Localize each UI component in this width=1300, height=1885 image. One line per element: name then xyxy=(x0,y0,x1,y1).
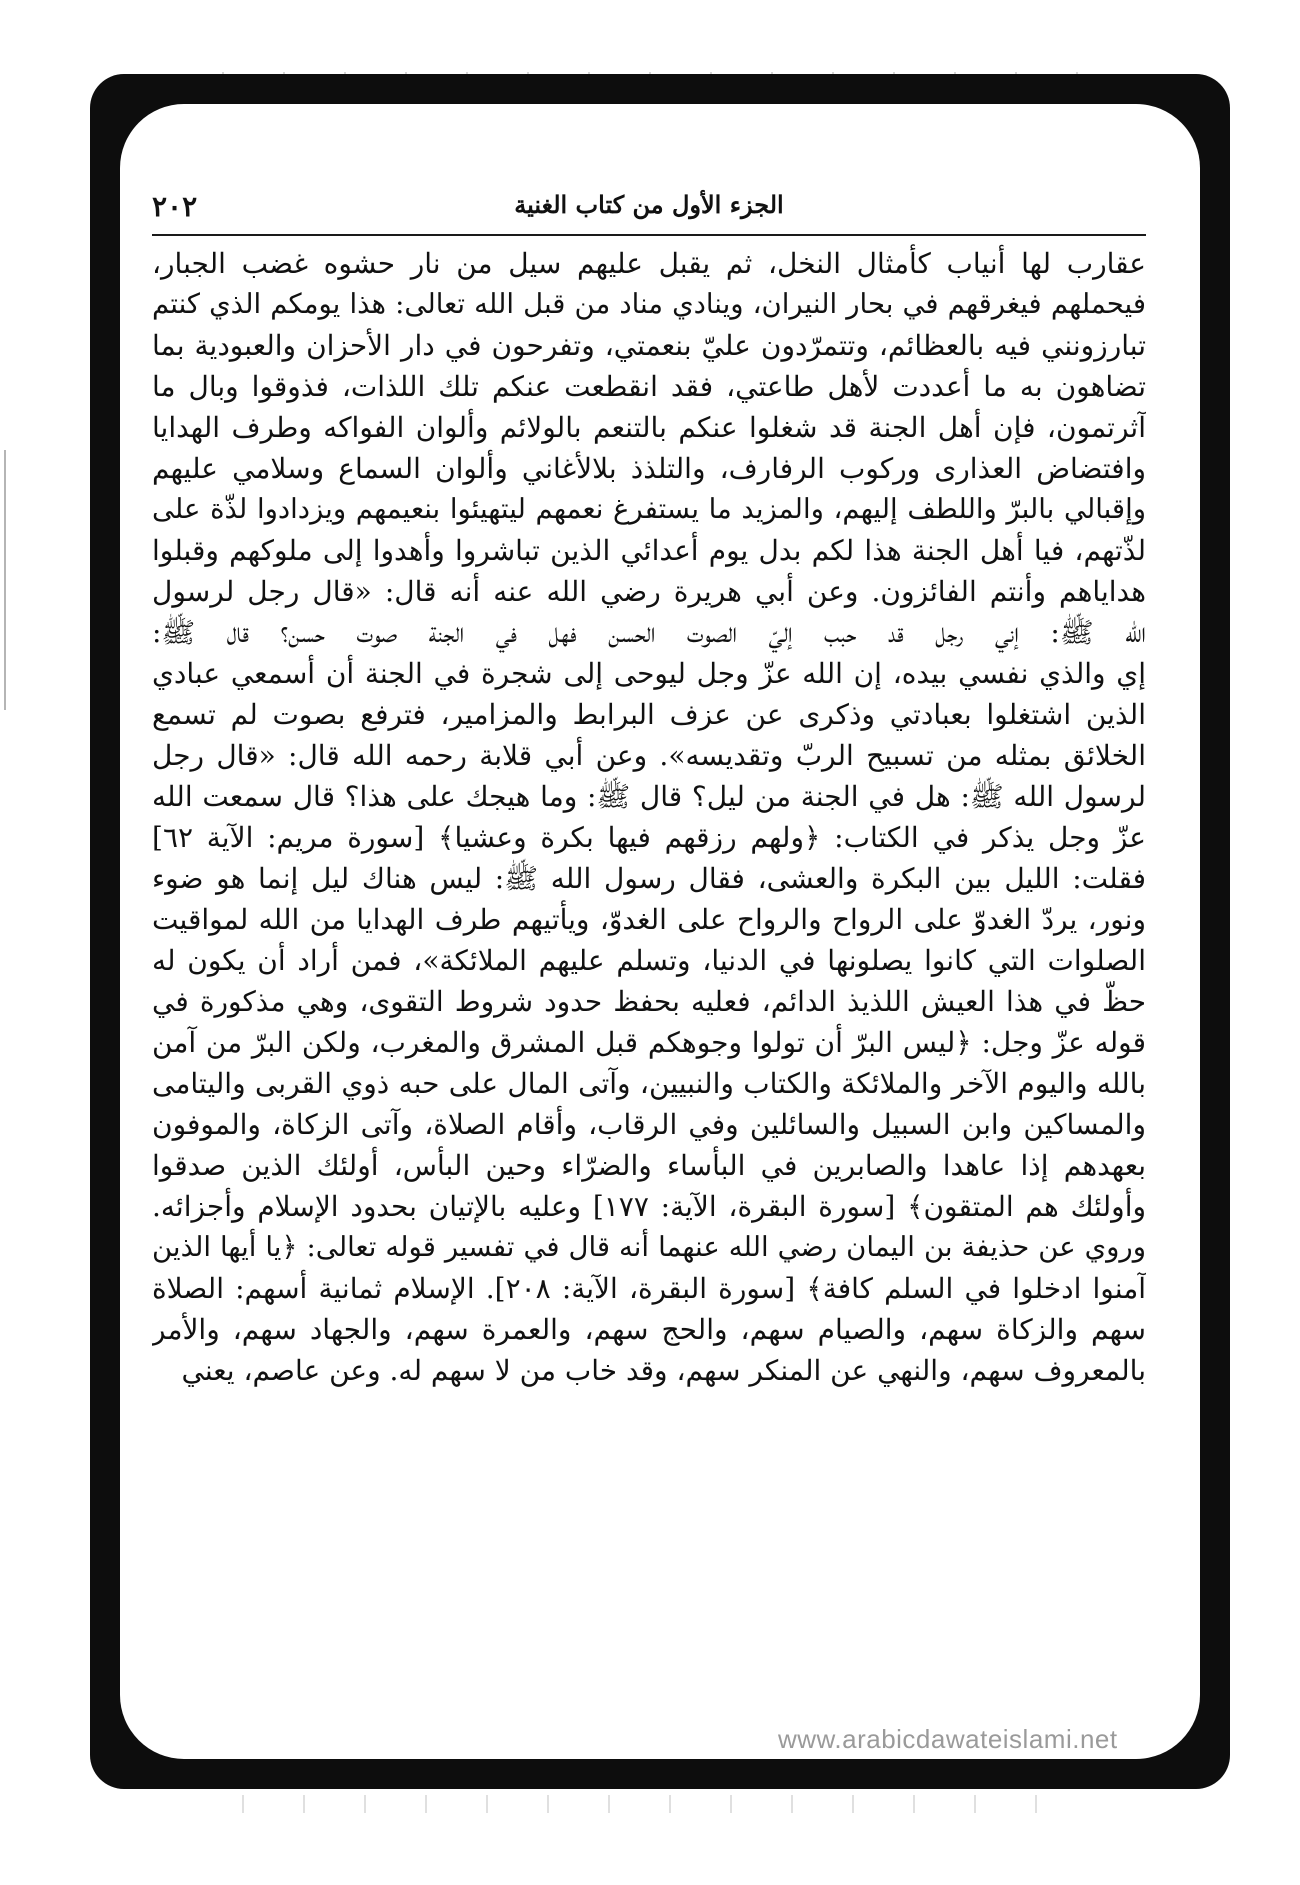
text-line: وافتضاض العذارى وركوب الرفارف، والتلذذ بلالأغاني وألوان السماع وسلامي عليهم xyxy=(152,452,1146,485)
page-header xyxy=(152,184,1146,236)
text-line: تبارزونني فيه بالعظائم، وتتمرّدون عليّ بنعمتي، وتفرحون في دار الأحزان والعبودية بما xyxy=(152,329,1146,362)
text-line: هداياهم وأنتم الفائزون. وعن أبي هريرة رضي الله عنه أنه قال: «قال رجل لرسول xyxy=(152,575,1146,608)
header-rule xyxy=(152,234,1146,236)
text-line: الذين اشتغلوا بعبادتي وذكرى عن عزف البرابط والمزامير، فترفع بصوت لم تسمع xyxy=(152,698,1146,731)
text-line: وإقبالي بالبرّ واللطف إليهم، والمزيد ما يستفرغ نعمهم ليتهيئوا بنعيمهم ويزدادوا لذّة على xyxy=(152,493,1146,525)
text-line: عزّ وجل يذكر في الكتاب: ﴿ولهم رزقهم فيها بكرة وعشيا﴾ [سورة مريم: الآية ٦٢] xyxy=(152,821,1146,854)
text-line: آثرتمون، فإن أهل الجنة قد شغلوا عنكم بالتنعم بالولائم وألوان الفواكه وطرف الهدايا xyxy=(152,411,1146,444)
text-line: لذّتهم، فيا أهل الجنة هذا لكم بدل يوم أعدائي الذين تباشروا وأهدوا إلى ملوكهم وقبلوا xyxy=(152,534,1146,567)
text-line: بالمعروف سهم، والنهي عن المنكر سهم، وقد خاب من لا سهم له. وعن عاصم، يعني xyxy=(181,1354,1146,1387)
text-line: سهم والزكاة سهم، والصيام سهم، والحج سهم، والعمرة سهم، والجهاد سهم، والأمر xyxy=(152,1313,1146,1346)
text-line: فقلت: الليل بين البكرة والعشى، فقال رسول الله ﷺ: ليس هناك ليل إنما هو ضوء xyxy=(152,862,1146,895)
text-line: الله ﷺ: إني رجل قد حبب إليّ الصوت الحسن فهل في الجنة صوت حسن؟ قال ﷺ: xyxy=(152,616,1146,649)
text-line: فيحملهم فيغرقهم في بحار النيران، وينادي مناد من قبل الله تعالى: هذا يومكم الذي كنتم xyxy=(152,288,1146,320)
text-line: عقارب لها أنياب كأمثال النخل، ثم يقبل عليهم سيل من نار حشوه غضب الجبار، xyxy=(152,247,1146,280)
text-line: إي والذي نفسي بيده، إن الله عزّ وجل ليوحى إلى شجرة في الجنة أن أسمعي عبادي xyxy=(152,657,1146,690)
text-line: والمساكين وابن السبيل والسائلين وفي الرقاب، وأقام الصلاة، وآتى الزكاة، والموفون xyxy=(152,1108,1146,1141)
running-title: الجزء الأول من كتاب الغنية xyxy=(514,190,784,219)
text-line: قوله عزّ وجل: ﴿ليس البرّ أن تولوا وجوهكم قبل المشرق والمغرب، ولكن البرّ من آمن xyxy=(152,1026,1146,1059)
text-line: تضاهون به ما أعددت لأهل طاعتي، فقد انقطعت عنكم تلك اللذات، فذوقوا وبال ما xyxy=(152,370,1146,403)
text-line: الصلوات التي كانوا يصلونها في الدنيا، وتسلم عليهم الملائكة»، فمن أراد أن يكون له xyxy=(152,944,1146,977)
text-line: آمنوا ادخلوا في السلم كافة﴾ [سورة البقرة، الآية: ٢٠٨]. الإسلام ثمانية أسهم: الصلاة xyxy=(152,1272,1146,1305)
text-line: وأولئك هم المتقون﴾ [سورة البقرة، الآية: ١٧٧] وعليه بالإتيان بحدود الإسلام وأجزائه. xyxy=(152,1190,1146,1223)
scan-artifact-bottom xyxy=(220,1795,1080,1813)
text-line: ونور، يردّ الغدوّ على الرواح والرواح على الغدوّ، ويأتيهم طرف الهدايا من الله لمواقيت xyxy=(152,903,1146,936)
text-line: بعهدهم إذا عاهدا والصابرين في البأساء والضرّاء وحين البأس، أولئك الذين صدقوا xyxy=(152,1149,1146,1182)
scan-artifact-left-edge xyxy=(4,450,6,710)
text-line: وروي عن حذيفة بن اليمان رضي الله عنهما أنه قال في تفسير قوله تعالى: ﴿يا أيها الذين xyxy=(152,1231,1146,1263)
text-line: الخلائق بمثله من تسبيح الربّ وتقديسه». وعن أبي قلابة رحمه الله قال: «قال رجل xyxy=(152,739,1146,772)
body-text xyxy=(152,243,1146,1391)
watermark-url: www.arabicdawateislami.net xyxy=(778,1724,1118,1754)
text-line: بالله واليوم الآخر والملائكة والكتاب والنبيين، وآتى المال على حبه ذوي القربى واليتامى xyxy=(152,1067,1146,1100)
text-line: لرسول الله ﷺ: هل في الجنة من ليل؟ قال ﷺ: وما هيجك على هذا؟ قال سمعت الله xyxy=(152,780,1146,813)
page-number: ٢٠٢ xyxy=(152,190,198,223)
text-line: حظّ في هذا العيش اللذيذ الدائم، فعليه بحفظ حدود شروط التقوى، وهي مذكورة في xyxy=(152,985,1146,1018)
